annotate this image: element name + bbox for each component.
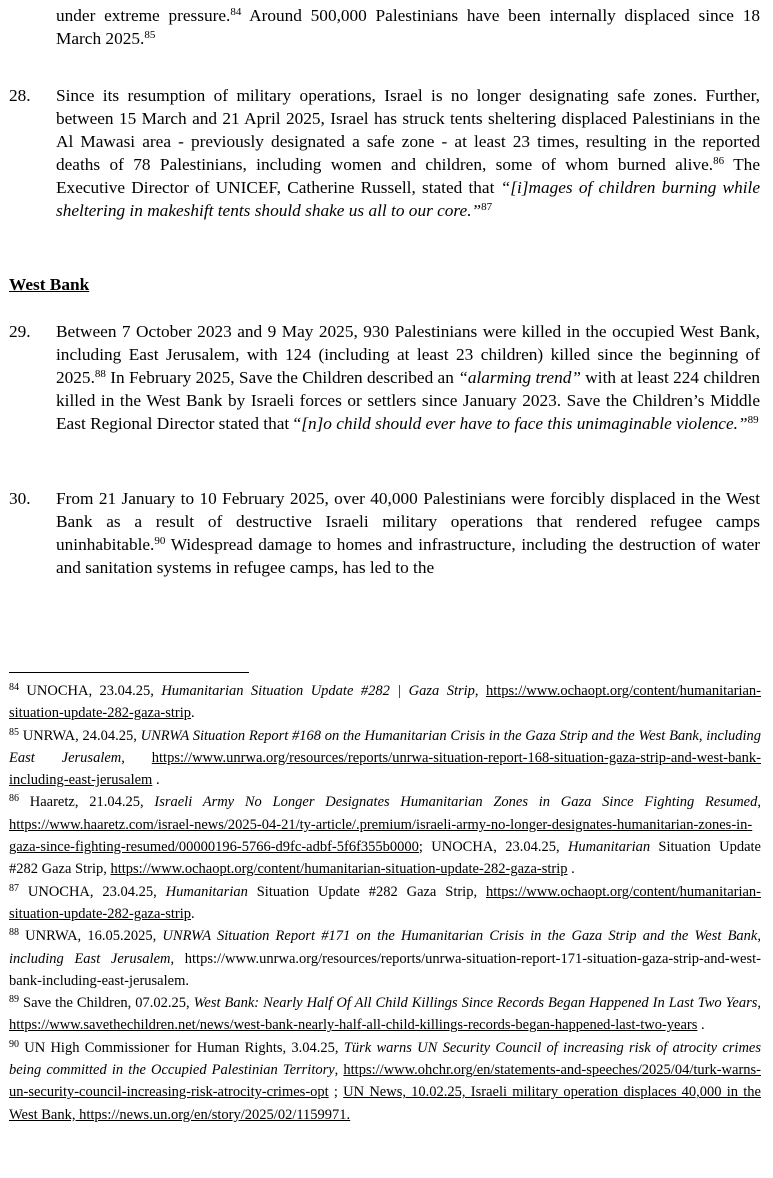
footnote-90: $^{90}$ UN High Commissioner for Human Rights, 3.04.25, Türk warns UN Security Council of increasing risk of atrocity crimes being committed in the Occupied Palestinian Territory, https://www.ohchr.org/en/statements-and-speeches/2025/04/turk-warns-un-security-council-increasing-risk-atrocity-crimes-opt ; UN News, 10.02.25, Israeli military operation displaces 40,000 in the West Bank, https://news.un.org/en/story/2025/02/1159971.	[9, 1038, 761, 1123]
footnote-ref[interactable]: 84	[230, 6, 242, 18]
footnote-88: $^{88}$ UNRWA, 16.05.2025, UNRWA Situation Report #171 on the Humanitarian Crisis in the Gaza Strip and the West Bank, including East Jerusalem, https://www.unrwa.org/resources/reports/unrwa-situation-report-171-situation-gaza-strip-and-west-bank-including-east-jerusalem.	[9, 927, 761, 989]
footnote-separator	[9, 672, 249, 673]
footnote-link[interactable]: https://www.ochaopt.org/content/humanitarian-situation-update-282-gaza-strip	[9, 683, 762, 722]
footnote-link[interactable]: UN News, 10.02.25, Israeli military operation displaces 40,000 in the West Bank, https://news.un.org/en/story/2025/02/1159971.	[9, 1084, 761, 1123]
paragraph-continued	[9, 4, 760, 50]
footnote-87: $^{87}$ UNOCHA, 23.04.25, Humanitarian Situation Update #282 Gaza Strip, https://www.ochaopt.org/content/humanitarian-situation-update-282-gaza-strip.	[9, 882, 762, 922]
footnote-85: $^{85}$ UNRWA, 24.04.25, UNRWA Situation Report #168 on the Humanitarian Crisis in the Gaza Strip and the West Bank, including East Jerusalem, https://www.unrwa.org/resources/reports/unrwa-situation-report-168-situation-gaza-strip-and-west-bank-including-east-jerusalem .	[9, 726, 762, 789]
paragraph-28	[9, 84, 760, 222]
quote: “alarming trend”	[458, 368, 581, 387]
paragraph-text: under extreme pressure.$^{84}$ Around 500,000 Palestinians have been internally displaced since 18 March 2025.85	[56, 6, 760, 48]
paragraph-30	[9, 487, 760, 579]
paragraph-text: From 21 January to 10 February 2025, over 40,000 Palestinians were forcibly displaced in the West Bank as a result of destructive Israeli military operations that rendered refugee camps uninhabitable.$^{90}$ Widespread damage to homes and infrastructure, including the destruction of water and sanitation systems in refugee camps, has led to the	[56, 489, 760, 577]
footnote-link[interactable]: https://www.savethechildren.net/news/west-bank-nearly-half-all-child-killings-records-began-happened-last-two-years	[9, 1017, 698, 1034]
paragraph-number: 30.	[9, 489, 31, 508]
footnote-link[interactable]: https://www.ochaopt.org/content/humanitarian-situation-update-282-gaza-strip	[9, 883, 762, 922]
footnote-ref[interactable]: 90	[154, 535, 166, 547]
paragraph-number: 29.	[9, 322, 31, 341]
footnote-ref[interactable]: 89	[747, 414, 759, 426]
footnote-84: $^{84}$ UNOCHA, 23.04.25, Humanitarian Situation Update #282 | Gaza Strip, https://www.ochaopt.org/content/humanitarian-situation-update-282-gaza-strip.	[9, 682, 762, 722]
paragraph-29	[9, 320, 760, 435]
quote: “[i]mages of children burning while sheltering in makeshift tents should shake us all to our core.”	[56, 178, 760, 220]
paragraph-number: 28.	[9, 86, 31, 105]
footnote-link[interactable]: https://www.unrwa.org/resources/reports/unrwa-situation-report-168-situation-gaza-strip-and-west-bank-including-east-jerusalem	[9, 749, 762, 789]
footnote-ref[interactable]: 86	[713, 155, 725, 167]
footnote-ref[interactable]: 85	[144, 29, 156, 41]
footnotes	[9, 680, 761, 1126]
footnote-link[interactable]: https://www.haaretz.com/israel-news/2025-04-21/ty-article/.premium/israeli-army-no-longer-designates-humanitarian-zones-in-gaza-since-fighting-resumed/00000196-5766-d9fc-adbf-5f6f355b0000	[9, 816, 753, 856]
footnote-89: $^{89}$ Save the Children, 07.02.25, West Bank: Nearly Half Of All Child Killings Since Records Began Happened In Last Two Years, https://www.savethechildren.net/news/west-bank-nearly-half-all-child-killings-records-began-happened-last-two-years .	[9, 994, 761, 1034]
footnote-link[interactable]: https://www.ochaopt.org/content/humanitarian-situation-update-282-gaza-strip	[110, 861, 568, 878]
footnote-86: $^{86}$ Haaretz, 21.04.25, Israeli Army No Longer Designates Humanitarian Zones in Gaza Since Fighting Resumed, https://www.haaretz.com/israel-news/2025-04-21/ty-article/.premium/israeli-army-no-longer-designates-humanitarian-zones-in-gaza-since-fighting-resumed/00000196-5766-d9fc-adbf-5f6f355b0000; UNOCHA, 23.04.25, Humanitarian Situation Update #282 Gaza Strip, https://www.ochaopt.org/content/humanitarian-situation-update-282-gaza-strip .	[9, 793, 761, 878]
footnote-ref[interactable]: 87	[481, 201, 493, 213]
quote: [n]o child should ever have to face this unimaginable violence.”	[301, 414, 748, 433]
footnote-link[interactable]: https://www.ohchr.org/en/statements-and-speeches/2025/04/turk-warns-un-security-council-increasing-risk-atrocity-crimes-opt	[9, 1062, 761, 1101]
paragraph-text: Between 7 October 2023 and 9 May 2025, 930 Palestinians were killed in the occupied West Bank, including East Jerusalem, with 124 (including at least 23 children) killed since the beginning of 2025.88 In February 2025, Save the Children described an “alarming trend” with at least 224 children killed in the West Bank by Israeli forces or settlers since January 2023. Save the Children’s Middle East Regional Director stated that “[n]o child should ever have to face this unimaginable violence.”$^{89}$	[56, 322, 761, 433]
section-heading: West Bank	[9, 275, 90, 294]
footnote-ref[interactable]: 88	[94, 368, 106, 380]
paragraph-text: Since its resumption of military operations, Israel is no longer designating safe zones. Further, between 15 March and 21 April 2025, Israel has struck tents sheltering displaced Palestinians in the Al Mawasi area - previously designated a safe zone - at least 23 times, resulting in the reported deaths of 78 Palestinians, including women and children, some of whom burned alive.$^{86}$ The Executive Director of UNICEF, Catherine Russell, stated that “[i]mages of children burning while sheltering in makeshift tents should shake us all to our core.”$^{87}$	[56, 86, 760, 220]
